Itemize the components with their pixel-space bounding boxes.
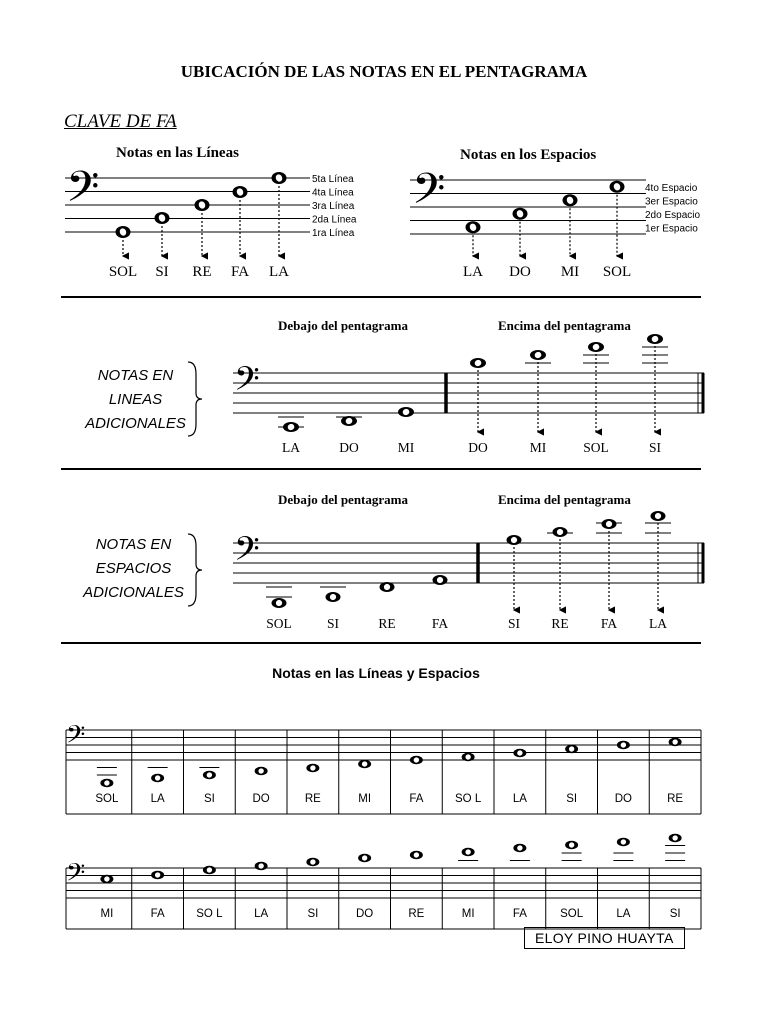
whole-note	[470, 358, 486, 368]
whole-note	[306, 764, 319, 772]
whole-note	[398, 407, 414, 417]
note-label: SOL	[602, 264, 632, 280]
bass-clef-icon: 𝄢	[66, 859, 86, 893]
whole-note	[341, 416, 357, 426]
whole-note	[433, 575, 448, 585]
note-label: LA	[269, 264, 289, 280]
note-label: RE	[192, 264, 212, 280]
whole-note	[507, 535, 522, 545]
bass-clef-icon: 𝄢	[234, 530, 260, 576]
whole-note	[380, 582, 395, 592]
line-label: 1ra Línea	[312, 228, 355, 239]
whole-note	[100, 875, 113, 883]
whole-note	[326, 592, 341, 602]
line-label: 2da Línea	[312, 214, 357, 226]
side-label-line: ADICIONALES	[85, 415, 186, 432]
note-label: DO	[356, 908, 374, 920]
author-credit: ELOY PINO HUAYTA	[524, 927, 685, 949]
whole-note	[669, 834, 682, 842]
lines-heading: Notas en las Líneas	[116, 145, 239, 161]
whole-note	[647, 334, 663, 344]
whole-note	[462, 848, 475, 856]
whole-note	[565, 745, 578, 753]
whole-note	[151, 871, 164, 879]
whole-note	[358, 854, 371, 862]
whole-note	[513, 749, 526, 757]
note-label: MI	[529, 440, 547, 455]
whole-note	[617, 838, 630, 846]
note-label: MI	[461, 908, 475, 920]
bass-clef-icon: 𝄢	[66, 164, 100, 222]
note-label: DO	[339, 440, 359, 455]
note-label: LA	[616, 908, 631, 920]
whole-note	[617, 741, 630, 749]
note-label: SI	[307, 908, 319, 920]
note-label: MI	[100, 908, 114, 920]
note-label: FA	[409, 793, 424, 805]
space-label: 1er Espacio	[645, 223, 698, 235]
whole-note	[203, 866, 216, 874]
space-label: 3er Espacio	[645, 196, 698, 208]
side-label-line: NOTAS EN	[97, 367, 174, 384]
page-title: UBICACIÓN DE LAS NOTAS EN EL PENTAGRAMA	[180, 62, 588, 81]
note-label: MI	[358, 793, 372, 805]
side-label-line: ESPACIOS	[95, 560, 172, 577]
note-label: SO L	[455, 793, 482, 805]
whole-note	[151, 774, 164, 782]
note-label: LA	[463, 264, 483, 280]
note-label: DO	[614, 793, 632, 805]
ledger-lines-above-heading: Encima del pentagrama	[498, 318, 631, 333]
bass-clef-icon: 𝄢	[412, 166, 446, 224]
ledger-spaces-above-heading: Encima del pentagrama	[498, 492, 631, 507]
note-label: RE	[667, 793, 684, 805]
note-label: SO L	[196, 908, 223, 920]
note-label: SI	[326, 616, 340, 631]
whole-note	[410, 851, 423, 859]
note-label: SI	[566, 793, 578, 805]
note-label: SOL	[95, 793, 119, 805]
whole-note	[530, 350, 546, 360]
whole-note	[306, 858, 319, 866]
spaces-heading: Notas en los Espacios	[460, 147, 597, 163]
note-label: SOL	[583, 440, 609, 455]
combined-heading: Notas en las Líneas y Espacios	[272, 665, 480, 681]
note-label: LA	[512, 793, 527, 805]
side-label-line: ADICIONALES	[83, 584, 184, 601]
whole-note	[358, 760, 371, 768]
brace-icon	[188, 362, 202, 436]
note-label: FA	[150, 908, 165, 920]
whole-note	[283, 422, 299, 432]
note-label: SI	[203, 793, 215, 805]
whole-note	[602, 519, 617, 529]
whole-note	[651, 511, 666, 521]
side-label-line: LINEAS	[108, 391, 163, 408]
bass-clef-icon: 𝄢	[234, 360, 260, 406]
note-label: SI	[648, 440, 662, 455]
whole-note	[565, 841, 578, 849]
whole-note	[462, 753, 475, 761]
note-label: SOL	[560, 908, 584, 920]
note-label: SI	[669, 908, 681, 920]
note-label: FA	[512, 908, 527, 920]
whole-note	[553, 527, 568, 537]
line-label: 3ra Línea	[312, 201, 355, 212]
note-label: RE	[408, 908, 425, 920]
note-label: LA	[254, 908, 269, 920]
note-label: MI	[397, 440, 415, 455]
whole-note	[255, 862, 268, 870]
note-label: SI	[155, 264, 169, 280]
note-label: SOL	[266, 616, 292, 631]
whole-note	[272, 598, 287, 608]
note-label: DO	[468, 440, 488, 455]
ledger-lines-below-heading: Debajo del pentagrama	[278, 318, 408, 333]
note-label: MI	[560, 264, 580, 280]
space-label: 4to Espacio	[645, 182, 698, 194]
note-label: FA	[600, 616, 618, 631]
whole-note	[255, 767, 268, 775]
whole-note	[203, 771, 216, 779]
note-label: FA	[230, 264, 250, 280]
ledger-spaces-below-heading: Debajo del pentagrama	[278, 492, 408, 507]
side-label-line: NOTAS EN	[95, 536, 172, 553]
note-label: LA	[649, 616, 667, 631]
line-label: 4ta Línea	[312, 187, 354, 199]
note-label: SI	[507, 616, 521, 631]
note-label: DO	[252, 793, 270, 805]
whole-note	[669, 738, 682, 746]
note-label: RE	[378, 616, 396, 631]
note-label: RE	[551, 616, 569, 631]
space-label: 2do Espacio	[645, 209, 701, 221]
note-label: FA	[431, 616, 449, 631]
whole-note	[588, 342, 604, 352]
bass-clef-icon: 𝄢	[66, 721, 86, 755]
note-label: LA	[150, 793, 165, 805]
note-label: SOL	[108, 264, 138, 280]
note-label: RE	[304, 793, 321, 805]
whole-note	[410, 756, 423, 764]
clef-heading: CLAVE DE FA	[64, 111, 177, 132]
line-label: 5ta Línea	[312, 174, 354, 185]
brace-icon	[188, 534, 202, 606]
whole-note	[100, 779, 113, 787]
note-label: LA	[282, 440, 300, 455]
note-label: DO	[509, 264, 531, 280]
whole-note	[513, 844, 526, 852]
